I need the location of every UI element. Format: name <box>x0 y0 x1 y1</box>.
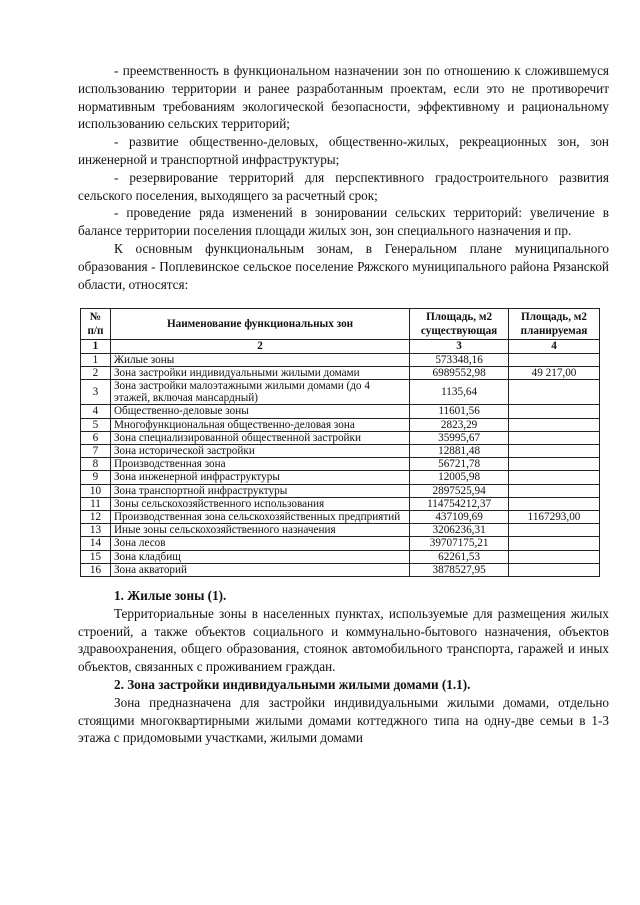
index-cell: 1 <box>81 340 111 353</box>
zone-name: Общественно-деловые зоны <box>110 405 409 418</box>
area-planned: 49 217,00 <box>509 366 600 379</box>
row-number: 12 <box>81 511 111 524</box>
area-existing: 6989552,98 <box>410 366 509 379</box>
header-number: № п/п <box>81 309 111 340</box>
row-number: 8 <box>81 458 111 471</box>
area-planned: 1167293,00 <box>509 511 600 524</box>
table-row <box>81 550 600 563</box>
area-planned <box>509 471 600 484</box>
section-1-text: Территориальные зоны в населенных пунктах, используемые для размещения жилых строений, а также объектов социального и коммунально-бытового назначения, объектов здравоохранения, общего образования, стоянок автомобильного транспорта, гаражей и иных объектов, связанных с проживанием граждан. <box>78 605 609 675</box>
zone-name: Зона застройки малоэтажными жилыми домами (до 4 этажей, включая мансардный) <box>110 379 409 404</box>
table-row <box>81 524 600 537</box>
area-planned <box>509 444 600 457</box>
row-number: 10 <box>81 484 111 497</box>
zone-name: Многофункциональная общественно-деловая зона <box>110 418 409 431</box>
table-row <box>81 537 600 550</box>
area-existing: 39707175,21 <box>410 537 509 550</box>
area-existing: 573348,16 <box>410 353 509 366</box>
table-row <box>81 563 600 576</box>
row-number: 16 <box>81 563 111 576</box>
area-existing: 3878527,95 <box>410 563 509 576</box>
area-existing: 62261,53 <box>410 550 509 563</box>
zone-name: Иные зоны сельскохозяйственного назначения <box>110 524 409 537</box>
zone-name: Зона лесов <box>110 537 409 550</box>
table-row <box>81 431 600 444</box>
area-planned <box>509 418 600 431</box>
area-planned <box>509 563 600 576</box>
row-number: 9 <box>81 471 111 484</box>
area-planned <box>509 379 600 404</box>
row-number: 4 <box>81 405 111 418</box>
zone-name: Зона инженерной инфраструктуры <box>110 471 409 484</box>
section-2-heading: 2. Зона застройки индивидуальными жилыми домами (1.1). <box>114 677 471 692</box>
row-number: 5 <box>81 418 111 431</box>
area-existing: 12005,98 <box>410 471 509 484</box>
area-planned <box>509 405 600 418</box>
zone-name: Зона специализированной общественной застройки <box>110 431 409 444</box>
table-row <box>81 497 600 510</box>
table-header-row <box>81 309 600 340</box>
intro-paragraph-4: - проведение ряда изменений в зонировании сельских территорий: увеличение в балансе территории поселения площади жилых зон, зон специального назначения и пр. <box>78 205 609 239</box>
table-row <box>81 511 600 524</box>
area-existing: 35995,67 <box>410 431 509 444</box>
area-planned <box>509 524 600 537</box>
table-row <box>81 471 600 484</box>
area-planned <box>509 484 600 497</box>
intro-paragraph-1: - преемственность в функциональном назначении зон по отношению к сложившемуся использованию территории и ранее разработанным проектам, если это не противоречит нормативным требованиям экологической безопасности, эффективному и рациональному использованию сельских территорий; <box>78 63 609 132</box>
area-planned <box>509 550 600 563</box>
section-1-heading: 1. Жилые зоны (1). <box>114 588 227 604</box>
header-area-existing: Площадь, м2 существующая <box>410 309 509 340</box>
intro-paragraph-5: К основным функциональным зонам, в Генеральном плане муниципального образования - Поплевинское сельское поселение Ряжского муниципального района Рязанской области, относятся: <box>78 240 609 292</box>
table-row <box>81 458 600 471</box>
area-planned <box>509 497 600 510</box>
zone-name: Зона транспортной инфраструктуры <box>110 484 409 497</box>
table-index-row <box>81 340 600 353</box>
area-existing: 114754212,37 <box>410 497 509 510</box>
area-planned <box>509 353 600 366</box>
table-row <box>81 379 600 404</box>
zone-name: Зона кладбищ <box>110 550 409 563</box>
area-existing: 3206236,31 <box>410 524 509 537</box>
index-cell: 2 <box>110 340 409 353</box>
table-row <box>81 366 600 379</box>
row-number: 14 <box>81 537 111 550</box>
row-number: 6 <box>81 431 111 444</box>
intro-paragraph-2: - развитие общественно-деловых, общественно-жилых, рекреационных зон, зон инженерной и транспортной инфраструктуры; <box>78 134 609 167</box>
area-planned <box>509 458 600 471</box>
row-number: 3 <box>81 379 111 404</box>
table-row <box>81 484 600 497</box>
zone-name: Производственная зона сельскохозяйственных предприятий <box>110 511 409 524</box>
area-existing: 437109,69 <box>410 511 509 524</box>
zone-name: Зона акваторий <box>110 563 409 576</box>
area-existing: 2897525,94 <box>410 484 509 497</box>
zones-table <box>80 308 600 577</box>
row-number: 2 <box>81 366 111 379</box>
section-2-text: Зона предназначена для застройки индивидуальными жилыми домами, отдельно стоящими многоквартирными жилыми домами коттеджного типа на одну-две семьи в 1-3 этажа с придомовыми участками, жилыми домами <box>78 694 609 746</box>
table-row <box>81 353 600 366</box>
zone-name: Жилые зоны <box>110 353 409 366</box>
area-planned <box>509 431 600 444</box>
zone-name: Зоны сельскохозяйственного использования <box>110 497 409 510</box>
row-number: 13 <box>81 524 111 537</box>
row-number: 7 <box>81 444 111 457</box>
row-number: 11 <box>81 497 111 510</box>
area-planned <box>509 537 600 550</box>
row-number: 1 <box>81 353 111 366</box>
area-existing: 12881,48 <box>410 444 509 457</box>
table-row <box>81 405 600 418</box>
header-area-planned: Площадь, м2 планируемая <box>509 309 600 340</box>
zone-name: Зона застройки индивидуальными жилыми домами <box>110 366 409 379</box>
intro-paragraph-3: - резервирование территорий для перспективного градостроительного развития сельского поселения, выходящего за расчетный срок; <box>78 169 609 203</box>
zone-name: Зона исторической застройки <box>110 444 409 457</box>
area-existing: 56721,78 <box>410 458 509 471</box>
area-existing: 1135,64 <box>410 379 509 404</box>
table-row <box>81 418 600 431</box>
header-zone-name: Наименование функциональных зон <box>110 309 409 340</box>
table-row <box>81 444 600 457</box>
zone-name: Производственная зона <box>110 458 409 471</box>
document-page <box>78 62 609 747</box>
area-existing: 2823,29 <box>410 418 509 431</box>
row-number: 15 <box>81 550 111 563</box>
index-cell: 3 <box>410 340 509 353</box>
area-existing: 11601,56 <box>410 405 509 418</box>
index-cell: 4 <box>509 340 600 353</box>
